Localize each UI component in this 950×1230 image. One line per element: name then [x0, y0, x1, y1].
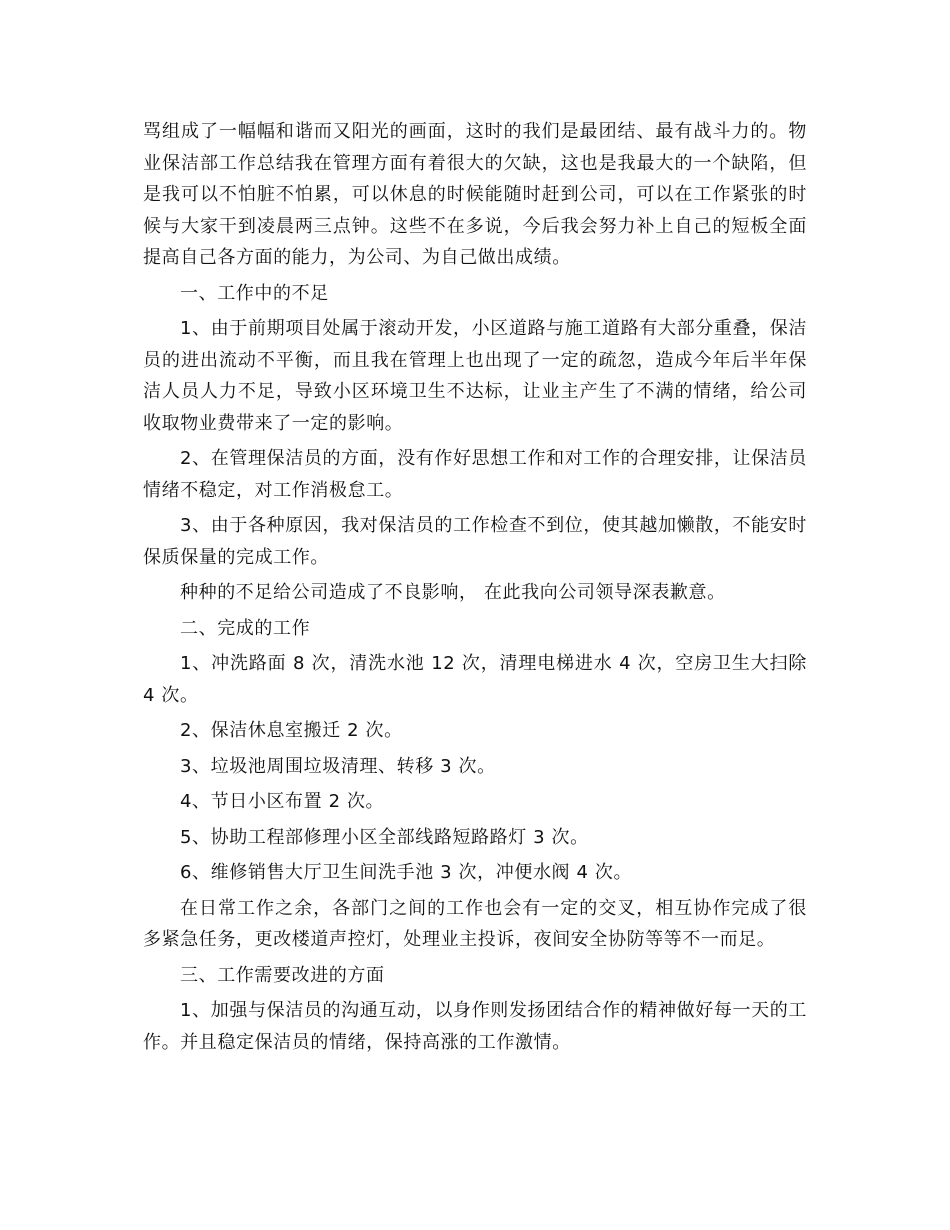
paragraph-apology: 种种的不足给公司造成了不良影响， 在此我向公司领导深表歉意。 [180, 582, 726, 603]
paragraph-continuation: 骂组成了一幅幅和谐而又阳光的画面，这时的我们是最团结、最有战斗力的。物业保洁部工作总结我在管理方面有着很大的欠缺，这也是我最大的一个缺陷，但是我可以不怕脏不怕累，可以休息的时候能随时赶到公司，可以在工作紧张的时候与大家干到凌晨两三点钟。这些不在多说，今后我会努力补上自己的短板全面提高自己各方面的能力，为公司、为自己做出成绩。 [143, 121, 807, 268]
paragraph-completed-6: 6、维修销售大厅卫生间洗手池 3 次，冲便水阀 4 次。 [180, 862, 633, 883]
paragraph-cooperation: 在日常工作之余，各部门之间的工作也会有一定的交叉，相互协作完成了很多紧急任务，更改楼道声控灯，处理业主投诉，夜间安全协防等等不一而足。 [143, 897, 807, 950]
paragraph-completed-1: 1、冲洗路面 8 次，清洗水池 12 次，清理电梯进水 4 次，空房卫生大扫除 4 次。 [143, 653, 807, 706]
section-heading-completed-work: 二、完成的工作 [180, 617, 311, 639]
paragraph-shortcoming-3: 3、由于各种原因，我对保洁员的工作检查不到位，使其越加懒散，不能安时保质保量的完成工作。 [143, 515, 807, 568]
section-heading-improvements: 三、工作需要改进的方面 [180, 964, 385, 986]
paragraph-completed-3: 3、垃圾池周围垃圾清理、转移 3 次。 [180, 755, 496, 777]
paragraph-shortcoming-2: 2、在管理保洁员的方面，没有作好思想工作和对工作的合理安排，让保洁员情绪不稳定，对工作消极怠工。 [143, 448, 807, 501]
paragraph-completed-4: 4、节日小区布置 2 次。 [180, 791, 385, 812]
paragraph-completed-2: 2、保洁休息室搬迁 2 次。 [180, 720, 403, 741]
paragraph-completed-5: 5、协助工程部修理小区全部线路短路路灯 3 次。 [180, 826, 589, 848]
section-heading-shortcomings: 一、工作中的不足 [180, 282, 329, 304]
document-body [143, 116, 807, 1062]
paragraph-shortcoming-1: 1、由于前期项目处属于滚动开发，小区道路与施工道路有大部分重叠，保洁员的进出流动不平衡，而且我在管理上也出现了一定的疏忽，造成今年后半年保洁人员人力不足，导致小区环境卫生不达标，让业主产生了不满的情绪，给公司收取物业费带来了一定的影响。 [143, 318, 807, 434]
paragraph-improvement-1: 1、加强与保洁员的沟通互动，以身作则发扬团结合作的精神做好每一天的工作。并且稳定保洁员的情绪，保持高涨的工作激情。 [143, 1000, 807, 1053]
